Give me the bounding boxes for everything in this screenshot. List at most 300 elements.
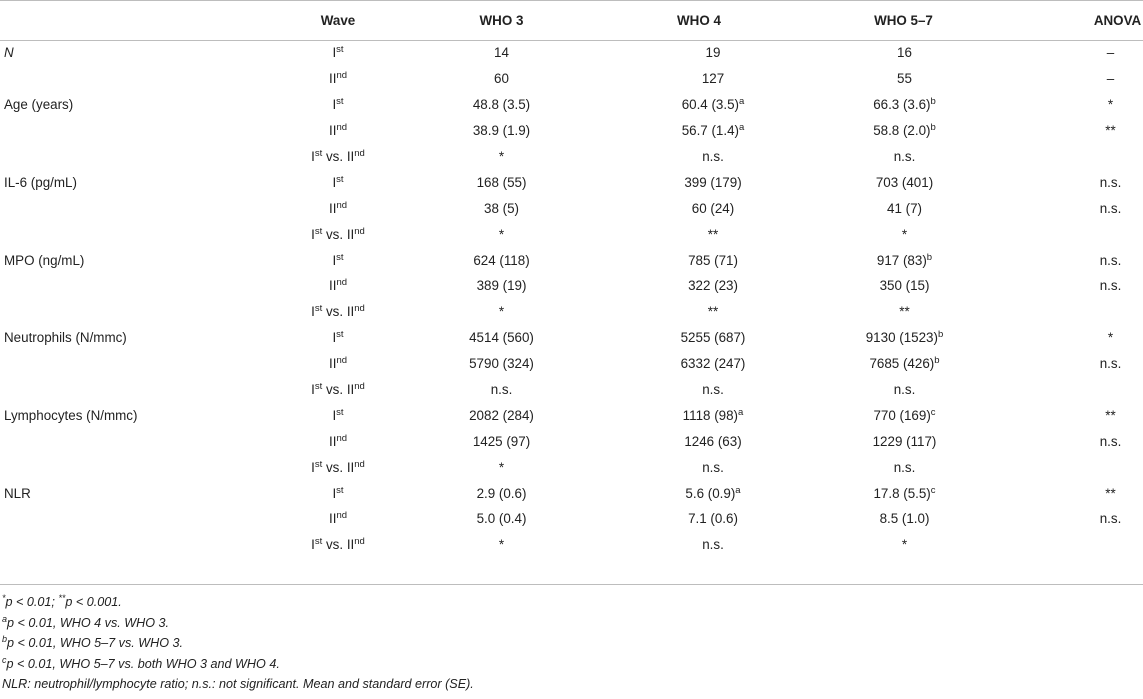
row-label: N bbox=[4, 45, 14, 61]
who4-cell bbox=[607, 454, 791, 480]
who4-cell bbox=[607, 118, 791, 144]
who4-cell bbox=[607, 377, 791, 403]
who57-cell bbox=[791, 118, 1016, 144]
who57-value: 350 (15) bbox=[879, 278, 930, 294]
who4-value: 127 bbox=[701, 71, 725, 87]
significance-marker-sup: b bbox=[930, 96, 936, 108]
wave-text: I bbox=[311, 382, 315, 398]
anova-value: ** bbox=[1105, 407, 1116, 423]
row-label-cell bbox=[0, 221, 280, 247]
wave-cell bbox=[280, 506, 396, 532]
wave-cell bbox=[280, 40, 396, 66]
who57-value: n.s. bbox=[893, 459, 916, 475]
wave-cell bbox=[280, 92, 396, 118]
who3-cell bbox=[396, 273, 607, 299]
wave-text: II bbox=[328, 71, 337, 87]
anova-cell bbox=[1016, 221, 1143, 247]
wave-comparison-text: vs. II bbox=[322, 537, 355, 553]
anova-cell bbox=[1016, 351, 1143, 377]
header-cell-label bbox=[0, 1, 280, 40]
anova-value: – bbox=[1106, 71, 1115, 87]
wave-cell bbox=[280, 351, 396, 377]
wave-text: II bbox=[328, 356, 337, 372]
footnote-line bbox=[0, 592, 1143, 613]
row-label-cell bbox=[0, 480, 280, 506]
row-label-cell bbox=[0, 454, 280, 480]
who57-cell bbox=[791, 351, 1016, 377]
who4-value: 1246 (63) bbox=[684, 433, 742, 449]
wave-text: I bbox=[311, 149, 315, 164]
wave-ordinal-sup: st bbox=[314, 225, 323, 237]
who4-cell bbox=[607, 221, 791, 247]
anova-cell bbox=[1016, 40, 1143, 66]
who4-cell bbox=[607, 273, 791, 299]
wave-text: II bbox=[328, 511, 337, 527]
who57-value: n.s. bbox=[893, 382, 916, 398]
table-row bbox=[0, 532, 1143, 558]
who4-cell bbox=[607, 144, 791, 170]
who57-value: 770 (169) bbox=[873, 407, 931, 423]
who57-cell bbox=[791, 92, 1016, 118]
anova-value: n.s. bbox=[1099, 200, 1122, 216]
significance-marker-sup: a bbox=[739, 96, 745, 108]
footnote-text: NLR: neutrophil/lymphocyte ratio; n.s.: not significant. Mean and standard error (SE). bbox=[2, 677, 474, 691]
who57-cell bbox=[791, 66, 1016, 92]
anova-value: ** bbox=[1105, 123, 1116, 139]
significance-marker-sup: a bbox=[735, 484, 741, 496]
table-row bbox=[0, 428, 1143, 454]
who57-cell bbox=[791, 402, 1016, 428]
wave-cell bbox=[280, 402, 396, 428]
row-label-cell bbox=[0, 247, 280, 273]
who4-value: 7.1 (0.6) bbox=[688, 511, 738, 527]
anova-cell bbox=[1016, 454, 1143, 480]
anova-value: – bbox=[1106, 45, 1115, 61]
table-row bbox=[0, 118, 1143, 144]
wave-cell bbox=[280, 66, 396, 92]
who3-value: * bbox=[498, 537, 505, 553]
anova-cell bbox=[1016, 92, 1143, 118]
wave-ordinal-sup: st bbox=[314, 303, 323, 315]
who3-cell bbox=[396, 325, 607, 351]
who57-cell bbox=[791, 480, 1016, 506]
wave-ordinal-sup: nd bbox=[354, 148, 365, 159]
row-label-cell bbox=[0, 118, 280, 144]
wave-text: I bbox=[311, 537, 315, 553]
bottom-rule bbox=[0, 584, 1143, 585]
wave-ordinal-sup: nd bbox=[354, 381, 365, 393]
footnote-line bbox=[0, 654, 1143, 675]
who57-value: 1229 (117) bbox=[872, 433, 937, 449]
who4-value: 19 bbox=[705, 45, 721, 61]
table-row bbox=[0, 299, 1143, 325]
footnote-marker-sup: c bbox=[2, 654, 7, 665]
who4-value: 1118 (98) bbox=[682, 407, 739, 423]
who4-cell bbox=[607, 195, 791, 221]
anova-cell bbox=[1016, 428, 1143, 454]
wave-cell bbox=[280, 247, 396, 273]
who3-cell bbox=[396, 351, 607, 377]
wave-text: I bbox=[332, 174, 337, 190]
who3-cell bbox=[396, 221, 607, 247]
who4-value: ** bbox=[707, 304, 719, 320]
who3-value: 5790 (324) bbox=[469, 356, 534, 372]
who4-cell bbox=[607, 92, 791, 118]
who3-cell bbox=[396, 454, 607, 480]
who3-value: 5.0 (0.4) bbox=[476, 511, 527, 527]
who4-cell bbox=[607, 428, 791, 454]
row-label: IL-6 (pg/mL) bbox=[4, 174, 77, 190]
who57-value: 41 (7) bbox=[887, 200, 922, 216]
wave-text: I bbox=[332, 97, 337, 113]
wave-ordinal-sup: nd bbox=[336, 70, 348, 82]
who57-value: 7685 (426) bbox=[869, 356, 935, 372]
anova-cell bbox=[1016, 169, 1143, 195]
wave-text: I bbox=[332, 407, 337, 423]
who4-value: 785 (71) bbox=[688, 252, 738, 268]
wave-ordinal-sup: nd bbox=[354, 536, 365, 548]
wave-ordinal-sup: st bbox=[336, 251, 344, 263]
header-row bbox=[0, 1, 1143, 40]
footnote-text: p < 0.01, WHO 5–7 vs. WHO 3. bbox=[7, 636, 184, 650]
who4-cell bbox=[607, 480, 791, 506]
wave-text: II bbox=[328, 200, 337, 216]
wave-ordinal-sup: nd bbox=[336, 432, 348, 444]
who3-value: * bbox=[498, 459, 505, 475]
who3-value: 2.9 (0.6) bbox=[476, 485, 527, 501]
wave-cell bbox=[280, 273, 396, 299]
wave-cell bbox=[280, 169, 396, 195]
who4-value: 399 (179) bbox=[684, 174, 742, 190]
who4-cell bbox=[607, 325, 791, 351]
table-row bbox=[0, 221, 1143, 247]
who4-value: n.s. bbox=[702, 149, 724, 164]
wave-ordinal-sup: st bbox=[336, 44, 344, 56]
who4-cell bbox=[607, 351, 791, 377]
wave-text: I bbox=[332, 45, 337, 61]
wave-ordinal-sup: st bbox=[314, 458, 323, 470]
anova-value: n.s. bbox=[1099, 356, 1122, 372]
who3-cell bbox=[396, 247, 607, 273]
table-row bbox=[0, 144, 1143, 170]
wave-text: I bbox=[311, 304, 315, 320]
anova-value: n.s. bbox=[1099, 433, 1122, 449]
row-label: MPO (ng/mL) bbox=[4, 252, 85, 268]
anova-value: * bbox=[1107, 97, 1114, 113]
anova-value: n.s. bbox=[1099, 174, 1122, 190]
anova-cell bbox=[1016, 506, 1143, 532]
who3-value: * bbox=[498, 149, 505, 164]
footnote-marker-sup: * bbox=[2, 593, 6, 603]
who3-value: n.s. bbox=[490, 382, 513, 398]
anova-cell bbox=[1016, 402, 1143, 428]
header-cell-anova: ANOVA bbox=[1093, 13, 1142, 28]
wave-ordinal-sup: st bbox=[336, 484, 344, 496]
wave-cell bbox=[280, 532, 396, 558]
anova-cell bbox=[1016, 247, 1143, 273]
who4-cell bbox=[607, 40, 791, 66]
who3-cell bbox=[396, 118, 607, 144]
wave-cell bbox=[280, 118, 396, 144]
table-row bbox=[0, 454, 1143, 480]
row-label: Age (years) bbox=[4, 97, 74, 113]
who57-value: 9130 (1523) bbox=[865, 330, 938, 346]
who57-value: 58.8 (2.0) bbox=[873, 123, 931, 139]
table-row bbox=[0, 480, 1143, 506]
who3-value: 389 (19) bbox=[476, 278, 527, 294]
row-label-cell bbox=[0, 169, 280, 195]
footnote-line bbox=[0, 674, 1143, 695]
who3-value: 60 bbox=[494, 71, 509, 87]
table-row bbox=[0, 506, 1143, 532]
who3-value: 624 (118) bbox=[473, 252, 530, 268]
footnote-marker-sup: b bbox=[2, 634, 8, 644]
who3-value: 2082 (284) bbox=[469, 407, 534, 423]
wave-ordinal-sup: st bbox=[336, 173, 344, 185]
anova-value: n.s. bbox=[1099, 511, 1122, 527]
who57-cell bbox=[791, 221, 1016, 247]
row-label-cell bbox=[0, 325, 280, 351]
row-label: Neutrophils (N/mmc) bbox=[4, 330, 127, 346]
row-label: NLR bbox=[4, 485, 31, 501]
who4-value: n.s. bbox=[702, 537, 724, 553]
wave-ordinal-sup: st bbox=[336, 329, 344, 341]
anova-value: * bbox=[1107, 330, 1114, 346]
table-row bbox=[0, 351, 1143, 377]
who57-cell bbox=[791, 299, 1016, 325]
who3-cell bbox=[396, 169, 607, 195]
anova-cell bbox=[1016, 377, 1143, 403]
table-row bbox=[0, 377, 1143, 403]
who4-value: n.s. bbox=[702, 382, 724, 398]
wave-cell bbox=[280, 144, 396, 170]
row-label-cell bbox=[0, 92, 280, 118]
row-label-cell bbox=[0, 273, 280, 299]
who57-cell bbox=[791, 454, 1016, 480]
table-row bbox=[0, 169, 1143, 195]
table-row bbox=[0, 195, 1143, 221]
wave-cell bbox=[280, 454, 396, 480]
wave-comparison-text: vs. II bbox=[322, 149, 355, 164]
who3-value: 1425 (97) bbox=[472, 433, 531, 449]
who3-cell bbox=[396, 66, 607, 92]
who57-cell bbox=[791, 532, 1016, 558]
significance-marker-sup: a bbox=[739, 122, 745, 134]
anova-value: n.s. bbox=[1099, 252, 1122, 268]
who3-cell bbox=[396, 506, 607, 532]
who57-value: 8.5 (1.0) bbox=[879, 511, 930, 527]
anova-cell bbox=[1016, 299, 1143, 325]
wave-text: I bbox=[332, 252, 337, 268]
wave-cell bbox=[280, 377, 396, 403]
row-label-cell bbox=[0, 351, 280, 377]
who3-value: * bbox=[498, 226, 505, 242]
wave-cell bbox=[280, 480, 396, 506]
header-cell-who3: WHO 3 bbox=[479, 13, 524, 28]
who57-value: * bbox=[901, 226, 908, 242]
row-label-cell bbox=[0, 195, 280, 221]
wave-ordinal-sup: nd bbox=[354, 458, 365, 470]
footnote-line bbox=[0, 633, 1143, 654]
anova-cell bbox=[1016, 325, 1143, 351]
header-cell-wave: Wave bbox=[320, 13, 356, 28]
who3-cell bbox=[396, 402, 607, 428]
who4-value: 322 (23) bbox=[688, 278, 738, 294]
who4-cell bbox=[607, 532, 791, 558]
who4-cell bbox=[607, 299, 791, 325]
who4-value: 5.6 (0.9) bbox=[685, 485, 736, 501]
who3-value: 38.9 (1.9) bbox=[472, 123, 531, 139]
significance-marker-sup: b bbox=[937, 329, 944, 341]
who3-value: 14 bbox=[494, 45, 509, 61]
wave-text: II bbox=[328, 433, 337, 449]
anova-value: n.s. bbox=[1099, 278, 1122, 294]
who57-cell bbox=[791, 247, 1016, 273]
anova-cell bbox=[1016, 273, 1143, 299]
wave-ordinal-sup: nd bbox=[336, 199, 348, 211]
significance-marker-sup: b bbox=[926, 251, 933, 263]
table-row bbox=[0, 40, 1143, 66]
who3-cell bbox=[396, 532, 607, 558]
who4-cell bbox=[607, 247, 791, 273]
wave-ordinal-sup: st bbox=[314, 148, 323, 159]
who3-value: 48.8 (3.5) bbox=[472, 97, 531, 113]
row-label-cell bbox=[0, 299, 280, 325]
wave-cell bbox=[280, 221, 396, 247]
significance-marker-sup: b bbox=[934, 355, 940, 367]
footnote-marker-sup: ** bbox=[58, 593, 66, 603]
wave-cell bbox=[280, 195, 396, 221]
footnote-text: p < 0.001. bbox=[65, 595, 122, 609]
wave-ordinal-sup: st bbox=[314, 381, 323, 393]
wave-ordinal-sup: nd bbox=[336, 355, 348, 367]
header-cell-who4: WHO 4 bbox=[677, 13, 721, 28]
anova-value: ** bbox=[1105, 485, 1116, 501]
anova-cell bbox=[1016, 118, 1143, 144]
wave-comparison-text: vs. II bbox=[322, 382, 355, 398]
who3-cell bbox=[396, 428, 607, 454]
who4-value: n.s. bbox=[702, 459, 724, 475]
who57-cell bbox=[791, 506, 1016, 532]
who57-value: 16 bbox=[897, 45, 912, 61]
who57-value: 55 bbox=[897, 71, 912, 87]
results-table bbox=[0, 1, 1143, 558]
footnote-line bbox=[0, 613, 1143, 634]
anova-cell bbox=[1016, 480, 1143, 506]
table-row bbox=[0, 325, 1143, 351]
table-footnotes bbox=[0, 592, 1143, 695]
wave-text: I bbox=[332, 485, 337, 501]
who57-cell bbox=[791, 40, 1016, 66]
who3-value: * bbox=[498, 304, 505, 320]
wave-text: II bbox=[328, 278, 337, 294]
who4-value: 6332 (247) bbox=[680, 356, 746, 372]
who4-value: 60 (24) bbox=[691, 200, 735, 216]
row-label: Lymphocytes (N/mmc) bbox=[4, 407, 138, 423]
anova-cell bbox=[1016, 66, 1143, 92]
header-cell-who57: WHO 5–7 bbox=[874, 13, 933, 28]
row-label-cell bbox=[0, 532, 280, 558]
anova-cell bbox=[1016, 144, 1143, 170]
wave-text: I bbox=[332, 330, 337, 346]
table-row bbox=[0, 402, 1143, 428]
footnote-text: p < 0.01, WHO 5–7 vs. both WHO 3 and WHO 4. bbox=[6, 656, 280, 671]
who57-cell bbox=[791, 195, 1016, 221]
who4-cell bbox=[607, 402, 791, 428]
who57-cell bbox=[791, 377, 1016, 403]
wave-comparison-text: vs. II bbox=[322, 226, 355, 242]
wave-comparison-text: vs. II bbox=[322, 304, 355, 320]
who57-value: 703 (401) bbox=[875, 174, 934, 190]
who57-cell bbox=[791, 428, 1016, 454]
wave-ordinal-sup: nd bbox=[336, 510, 348, 522]
row-label-cell bbox=[0, 40, 280, 66]
who3-cell bbox=[396, 40, 607, 66]
table-row bbox=[0, 247, 1143, 273]
who3-cell bbox=[396, 299, 607, 325]
who57-value: 66.3 (3.6) bbox=[873, 97, 931, 113]
who3-cell bbox=[396, 480, 607, 506]
significance-marker-sup: a bbox=[738, 406, 744, 418]
significance-marker-sup: b bbox=[930, 122, 936, 134]
wave-text: II bbox=[328, 123, 337, 139]
wave-ordinal-sup: nd bbox=[354, 303, 365, 315]
footnote-marker-sup: a bbox=[2, 613, 8, 624]
who3-value: 38 (5) bbox=[484, 200, 519, 216]
table-body bbox=[0, 40, 1143, 558]
who4-cell bbox=[607, 169, 791, 195]
row-label-cell bbox=[0, 66, 280, 92]
who3-cell bbox=[396, 92, 607, 118]
who57-value: 917 (83) bbox=[876, 252, 927, 268]
who57-value: * bbox=[901, 537, 908, 553]
table-row bbox=[0, 273, 1143, 299]
wave-cell bbox=[280, 428, 396, 454]
who4-cell bbox=[607, 506, 791, 532]
wave-ordinal-sup: nd bbox=[336, 277, 348, 289]
footnote-text: p < 0.01, WHO 4 vs. WHO 3. bbox=[7, 615, 170, 630]
row-label-cell bbox=[0, 428, 280, 454]
anova-cell bbox=[1016, 532, 1143, 558]
wave-ordinal-sup: st bbox=[314, 536, 323, 548]
row-label-cell bbox=[0, 402, 280, 428]
row-label-cell bbox=[0, 377, 280, 403]
wave-ordinal-sup: nd bbox=[336, 122, 348, 134]
who57-cell bbox=[791, 273, 1016, 299]
wave-cell bbox=[280, 299, 396, 325]
who57-cell bbox=[791, 144, 1016, 170]
wave-text: I bbox=[311, 459, 315, 475]
who57-value: 17.8 (5.5) bbox=[873, 485, 931, 501]
who57-value: n.s. bbox=[893, 149, 916, 164]
wave-ordinal-sup: st bbox=[336, 406, 344, 418]
who57-cell bbox=[791, 325, 1016, 351]
wave-text: I bbox=[311, 226, 315, 242]
who4-value: 56.7 (1.4) bbox=[681, 123, 740, 139]
wave-cell bbox=[280, 325, 396, 351]
who4-value: 60.4 (3.5) bbox=[681, 97, 740, 113]
table-row bbox=[0, 92, 1143, 118]
table-row bbox=[0, 66, 1143, 92]
who3-cell bbox=[396, 377, 607, 403]
who4-value: ** bbox=[707, 226, 719, 242]
who3-cell bbox=[396, 144, 607, 170]
who4-value: 5255 (687) bbox=[680, 330, 746, 346]
significance-marker-sup: c bbox=[930, 406, 936, 418]
who57-value: ** bbox=[899, 304, 910, 320]
anova-cell bbox=[1016, 195, 1143, 221]
who4-cell bbox=[607, 66, 791, 92]
